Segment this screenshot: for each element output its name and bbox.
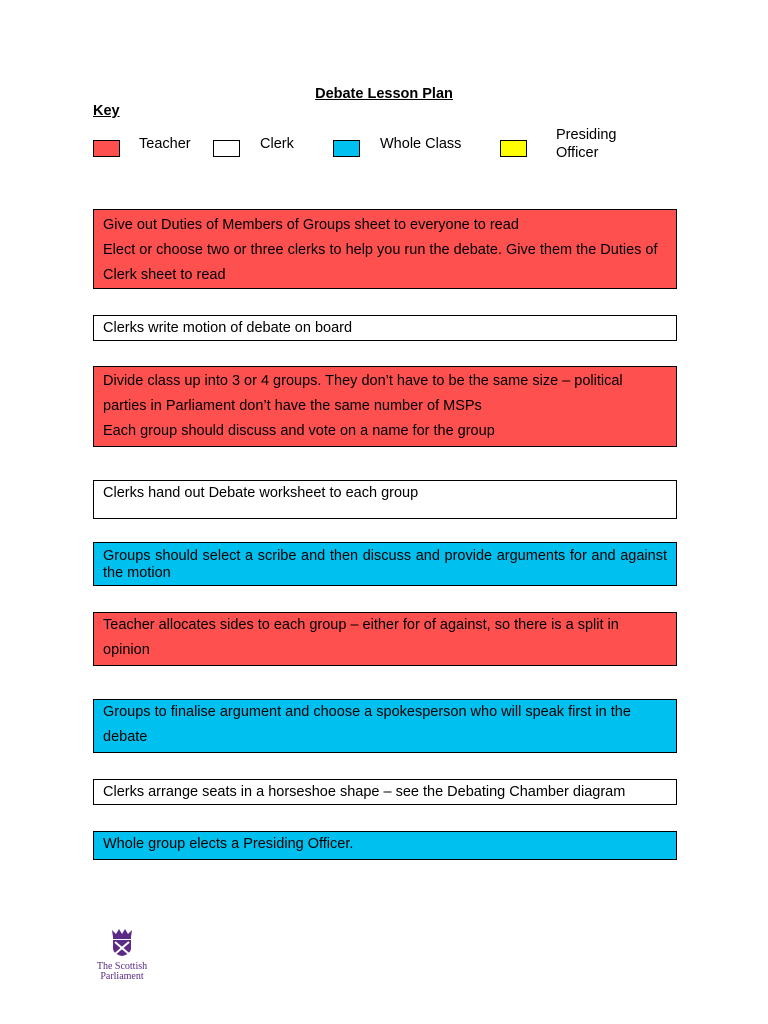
step-text: Groups to finalise argument and choose a spokesperson who will speak first in the debate [103, 704, 631, 745]
logo-text-line1: The Scottish [96, 961, 148, 972]
key-label-teacher: Teacher [139, 136, 191, 152]
key-swatch-clerk [213, 140, 240, 157]
step-text: Give out Duties of Members of Groups sheet to everyone to read [103, 217, 519, 233]
step-text: Elect or choose two or three clerks to help you run the debate. Give them the Duties of Clerk sheet to read [103, 242, 658, 283]
key-swatch-teacher [93, 140, 120, 157]
step-box-9 [93, 831, 677, 860]
step-box-6 [93, 612, 677, 666]
step-box-7 [93, 699, 677, 753]
step-box-3 [93, 366, 677, 447]
key-label-presiding-officer [556, 126, 616, 162]
step-text: Clerks hand out Debate worksheet to each group [103, 485, 419, 501]
key-swatch-whole-class [333, 140, 360, 157]
step-text: Divide class up into 3 or 4 groups. They don’t have to be the same size – political parties in Parliament don’t have the same number of MSPs [103, 373, 623, 414]
step-text: Each group should discuss and vote on a name for the group [103, 423, 495, 439]
key-swatch-presiding-officer [500, 140, 527, 157]
scottish-parliament-logo [90, 927, 154, 982]
key-label-whole-class: Whole Class [380, 136, 462, 152]
step-text: Teacher allocates sides to each group – either for of against, so there is a split in opinion [103, 617, 619, 658]
step-text: Clerks write motion of debate on board [103, 320, 353, 336]
step-text: Clerks arrange seats in a horseshoe shape – see the Debating Chamber diagram [103, 784, 626, 800]
step-box-2 [93, 315, 677, 341]
logo-text-line2: Parliament [100, 971, 144, 982]
step-text: Whole group elects a Presiding Officer. [103, 836, 354, 852]
step-box-1 [93, 209, 677, 289]
step-box-8 [93, 779, 677, 805]
key-label-presiding-line2: Officer [556, 145, 599, 161]
step-box-4 [93, 480, 677, 519]
step-text: Groups should select a scribe and then discuss and provide arguments for and against the motion [103, 548, 667, 581]
crown-saltire-emblem-icon [109, 927, 135, 957]
key-label-clerk: Clerk [260, 136, 294, 152]
step-box-5 [93, 542, 677, 586]
page-title: Debate Lesson Plan [315, 86, 453, 102]
key-heading: Key [93, 103, 120, 119]
key-label-presiding-line1: Presiding [556, 127, 617, 143]
